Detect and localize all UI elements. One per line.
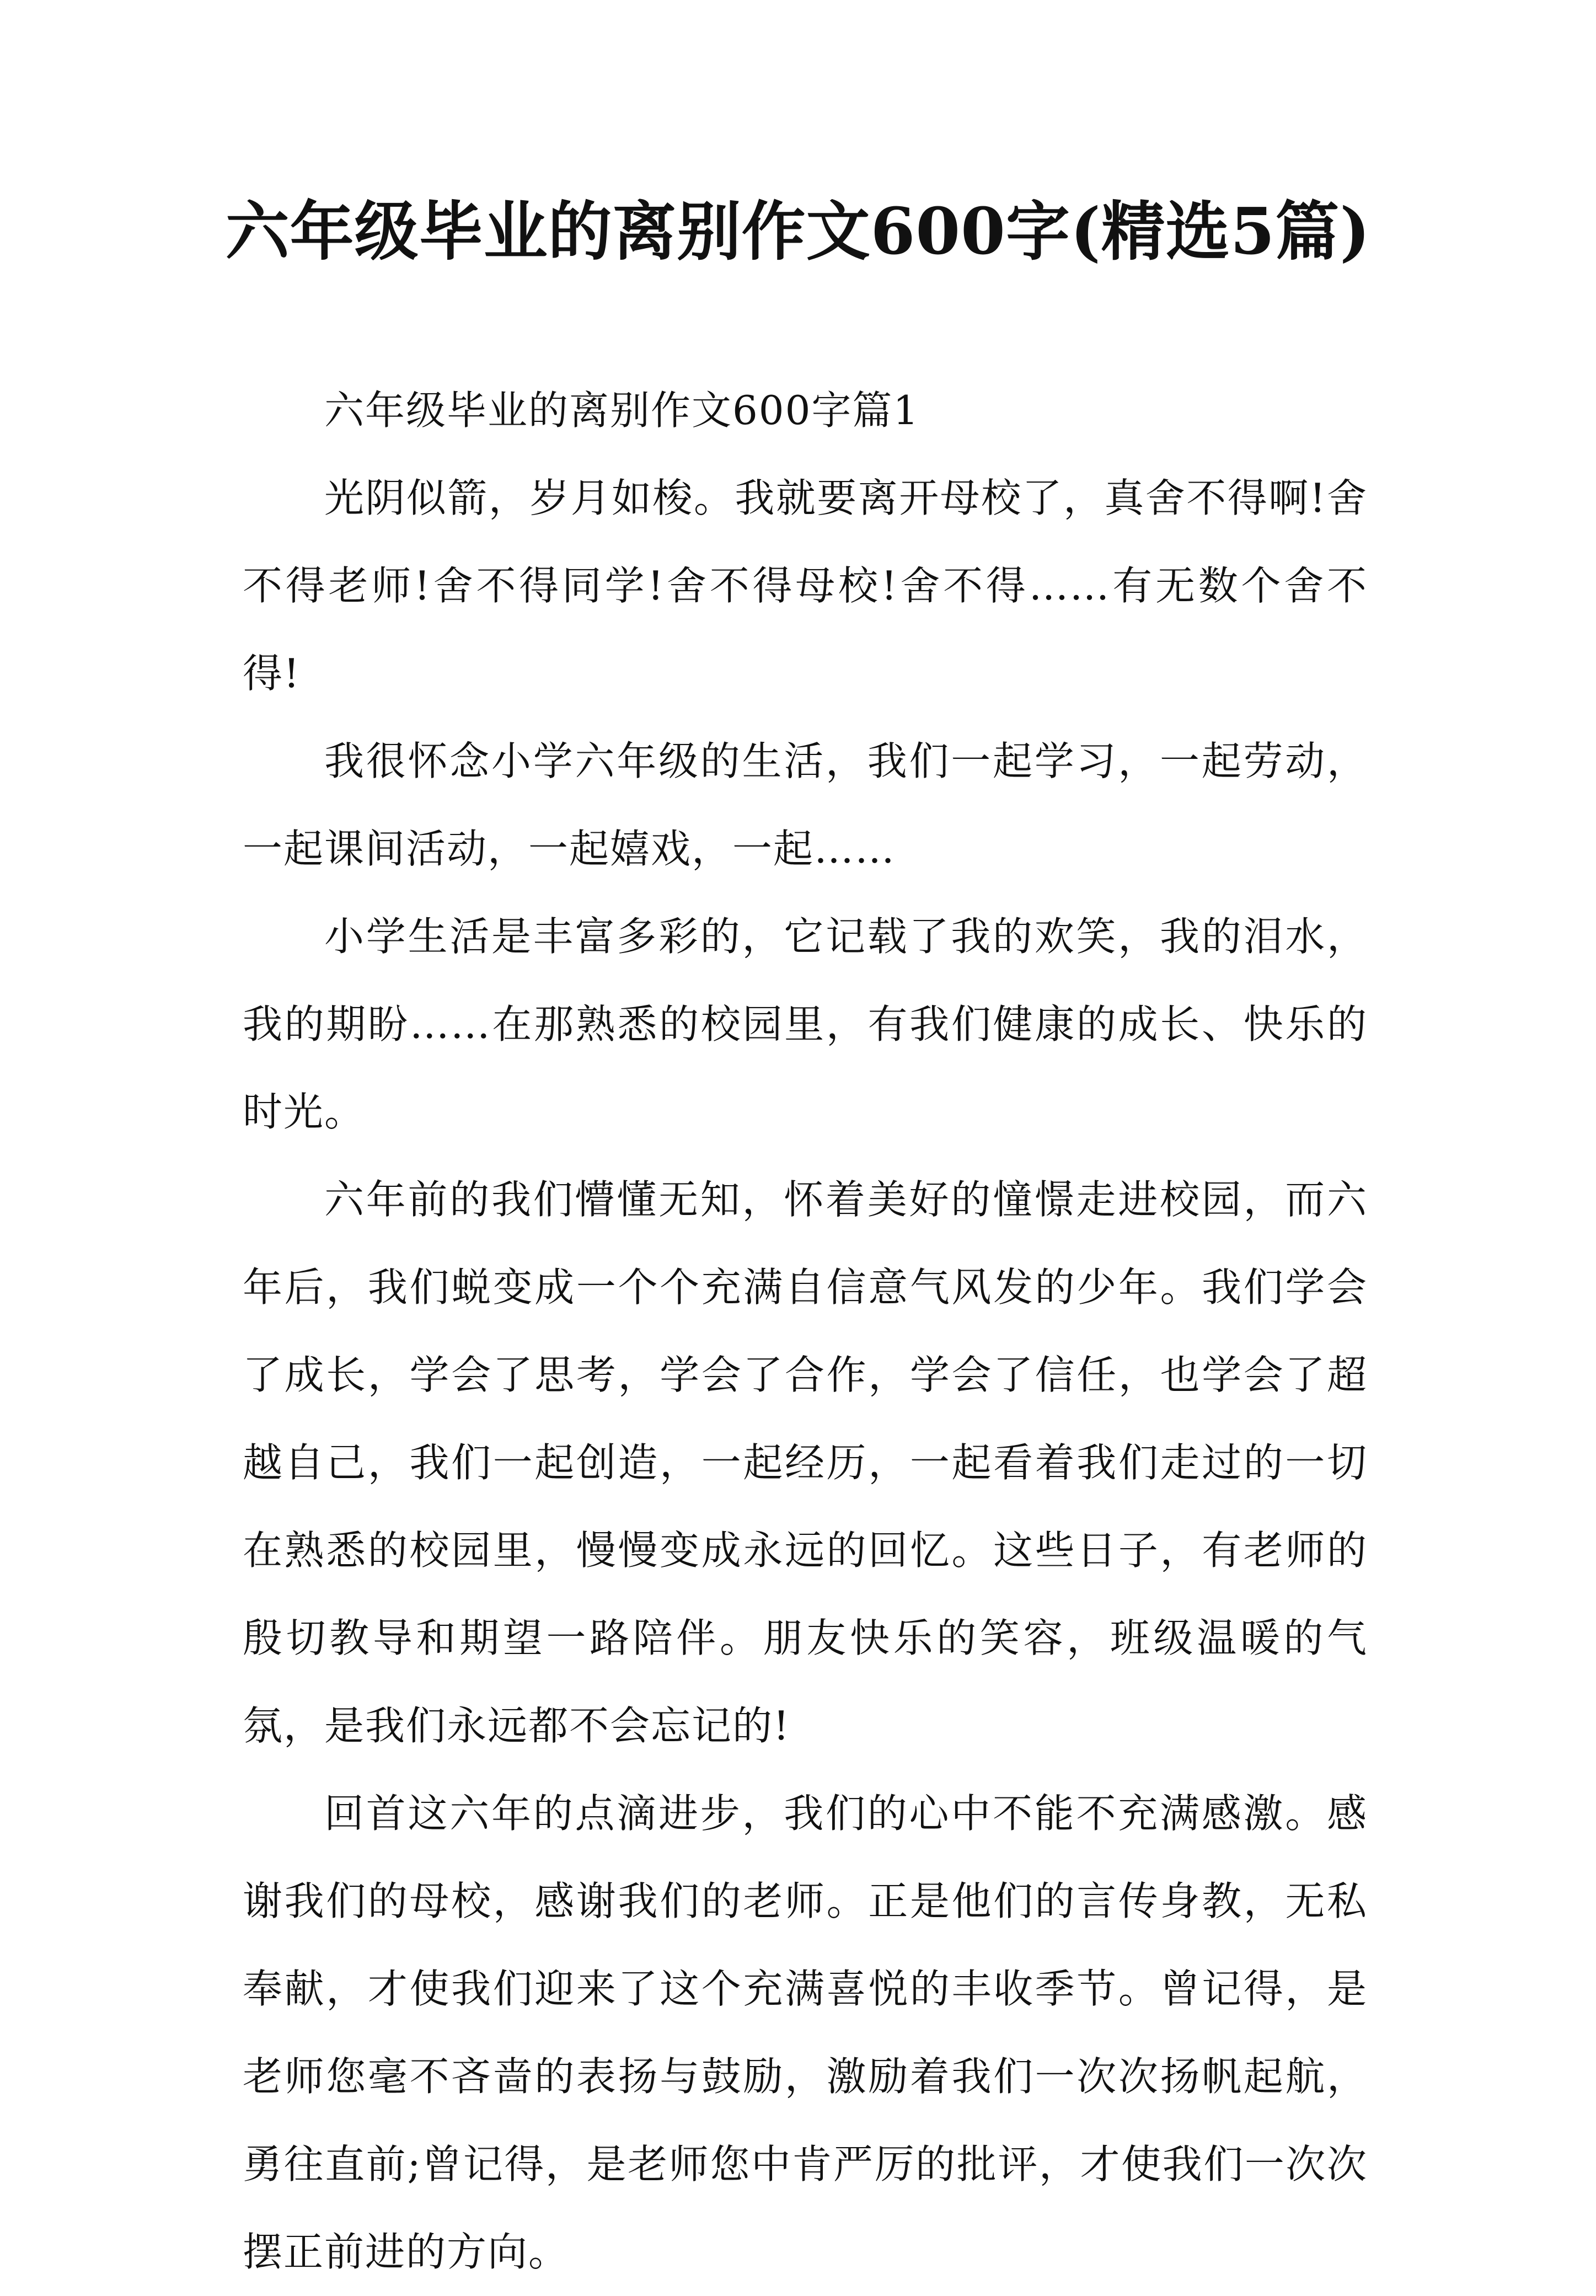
paragraph-3: 小学生活是丰富多彩的，它记载了我的欢笑，我的泪水，我的期盼……在那熟悉的校园里，有我们健康的成长、快乐的时光。	[243, 913, 1368, 1135]
paragraph-5: 回首这六年的点滴进步，我们的心中不能不充满感激。感谢我们的母校，感谢我们的老师。正是他们的言传身教，无私奉献，才使我们迎来了这个充满喜悦的丰收季节。曾记得，是老师您毫不吝啬的表扬与鼓励，激励着我们一次次扬帆起航，勇往直前;曾记得，是老师您中肯严厉的批评，才使我们一次次摆正前进的方向。	[243, 1790, 1368, 2275]
document-body	[243, 367, 1368, 2296]
paragraph-2: 我很怀念小学六年级的生活，我们一起学习，一起劳动，一起课间活动，一起嬉戏，一起……	[243, 738, 1368, 872]
paragraph-4: 六年前的我们懵懂无知，怀着美好的憧憬走进校园，而六年后，我们蜕变成一个个充满自信意气风发的少年。我们学会了成长，学会了思考，学会了合作，学会了信任，也学会了超越自己，我们一起创造，一起经历，一起看着我们走过的一切在熟悉的校园里，慢慢变成永远的回忆。这些日子，有老师的殷切教导和期望一路陪伴。朋友快乐的笑容，班级温暖的气氛，是我们永远都不会忘记的!	[243, 1176, 1368, 1749]
document-title: 六年级毕业的离别作文600字(精选5篇)	[225, 194, 1371, 269]
section-heading: 六年级毕业的离别作文600字篇1	[324, 387, 920, 433]
paragraph-1: 光阴似箭，岁月如梭。我就要离开母校了，真舍不得啊!舍不得老师!舍不得同学!舍不得母校!舍不得……有无数个舍不得!	[243, 475, 1368, 697]
